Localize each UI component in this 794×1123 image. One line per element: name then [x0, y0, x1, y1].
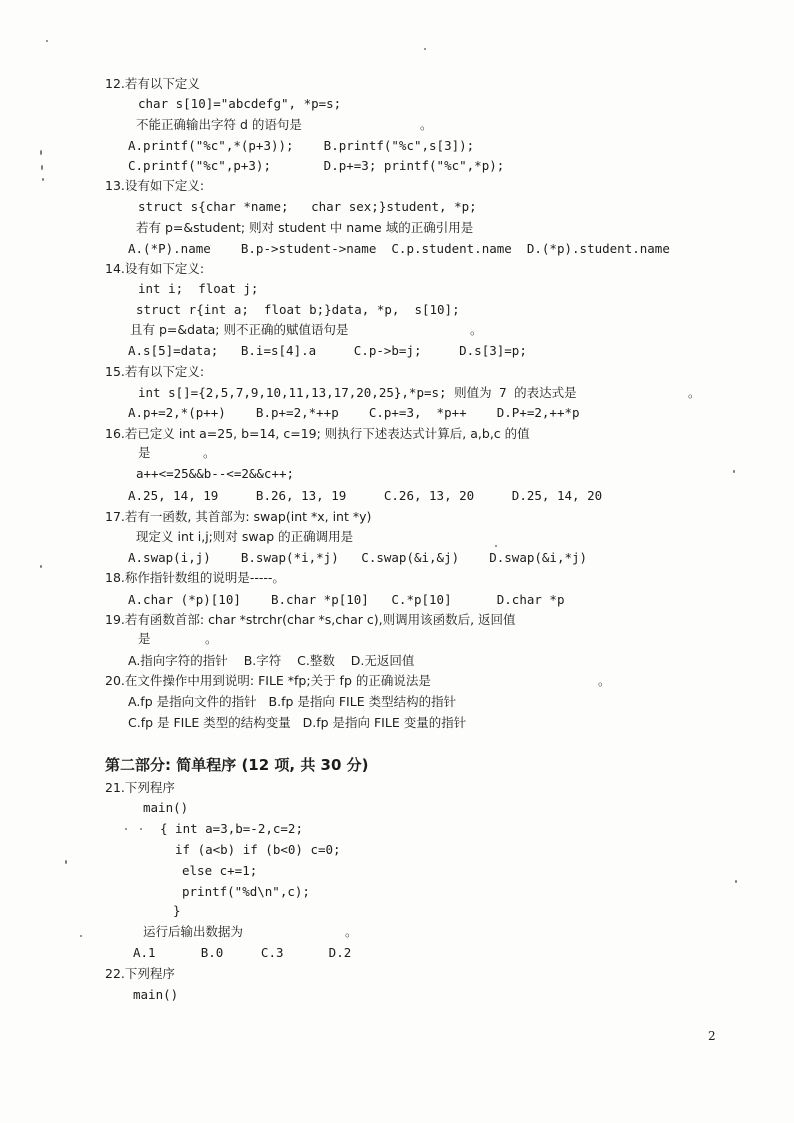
q19-stem: 19.若有函数首部: char *strchr(char *s,char c),则调用该函数后, 返回值	[105, 612, 516, 627]
q20-blank: 。	[598, 673, 611, 688]
q20-options-2: C.fp 是 FILE 类型的结构变量 D.fp 是指向 FILE 变量的指针	[128, 715, 467, 730]
scan-speck	[80, 935, 82, 937]
q15-stem: 15.若有以下定义:	[105, 364, 205, 379]
scan-speck	[41, 165, 43, 170]
scan-speck	[42, 178, 44, 181]
q19-blank: 。	[205, 631, 218, 646]
q15-code: int s[]={2,5,7,9,10,11,13,17,20,25},*p=s; 则值为 7 的表达式是	[138, 385, 577, 400]
q13-options: A.(*P).name B.p->student->name C.p.student.name D.(*p).student.name	[128, 241, 670, 256]
scan-speck	[495, 545, 497, 547]
scan-speck	[40, 150, 42, 155]
scan-speck	[40, 565, 42, 568]
q19-stem-2: 是	[138, 631, 151, 646]
q16-code: a++<=25&&b--<=2&&c++;	[136, 466, 295, 481]
q17-ask: 现定义 int i,j;则对 swap 的正确调用是	[136, 529, 354, 544]
page-number: 2	[708, 1029, 716, 1043]
q12-ask: 不能正确输出字符 d 的语句是	[136, 117, 302, 132]
q22-code: main()	[133, 987, 179, 1002]
q12-code: char s[10]="abcdefg", *p=s;	[138, 96, 342, 111]
q12-options-2: C.printf("%c",p+3); D.p+=3; printf("%c",*p);	[128, 158, 505, 173]
q13-stem: 13.设有如下定义:	[105, 178, 205, 193]
scan-speck	[735, 880, 737, 883]
q15-blank: 。	[688, 385, 701, 400]
q21-ask: 运行后输出数据为	[143, 924, 244, 939]
q21-stem: 21.下列程序	[105, 780, 175, 795]
q14-blank: 。	[470, 322, 483, 337]
q16-options: A.25, 14, 19 B.26, 13, 19 C.26, 13, 20 D.25, 14, 20	[128, 488, 603, 503]
q17-options: A.swap(i,j) B.swap(*i,*j) C.swap(&i,&j) D.swap(&i,*j)	[128, 550, 588, 565]
scan-speck	[140, 828, 142, 830]
q21-code-line: { int a=3,b=-2,c=2;	[160, 821, 303, 836]
q12-blank: 。	[420, 117, 433, 132]
q16-stem-2: 是	[138, 445, 151, 460]
q22-stem: 22.下列程序	[105, 966, 175, 981]
q17-stem: 17.若有一函数, 其首部为: swap(int *x, int *y)	[105, 509, 372, 524]
section2-heading: 第二部分: 简单程序 (12 项, 共 30 分)	[105, 756, 369, 774]
q21-blank: 。	[345, 924, 358, 939]
q13-ask: 若有 p=&student; 则对 student 中 name 域的正确引用是	[136, 220, 474, 235]
q15-options: A.p+=2,*(p++) B.p+=2,*++p C.p+=3, *p++ D.P+=2,++*p	[128, 405, 580, 420]
q14-ask: 且有 p=&data; 则不正确的赋值语句是	[130, 322, 349, 337]
q13-code: struct s{char *name; char sex;}student, *p;	[138, 199, 477, 214]
q19-options: A.指向字符的指针 B.字符 C.整数 D.无返回值	[128, 653, 415, 668]
scan-speck	[733, 470, 735, 473]
q16-blank: 。	[203, 445, 216, 460]
scan-speck	[424, 48, 426, 50]
q21-code-line: if (a<b) if (b<0) c=0;	[175, 842, 341, 857]
q21-code-line: }	[173, 903, 181, 918]
q14-options: A.s[5]=data; B.i=s[4].a C.p->b=j; D.s[3]=p;	[128, 343, 527, 358]
q18-stem: 18.称作指针数组的说明是-----。	[105, 570, 285, 585]
q21-code-line: else c+=1;	[182, 863, 258, 878]
scan-speck	[46, 40, 48, 42]
q20-stem: 20.在文件操作中用到说明: FILE *fp;关于 fp 的正确说法是	[105, 673, 431, 688]
q20-options-1: A.fp 是指向文件的指针 B.fp 是指向 FILE 类型结构的指针	[128, 694, 457, 709]
scan-speck	[125, 828, 127, 830]
q12-options-1: A.printf("%c",*(p+3)); B.printf("%c",s[3]);	[128, 138, 475, 153]
q12-stem: 12.若有以下定义	[105, 76, 200, 91]
q14-code-2: struct r{int a; float b;}data, *p, s[10];	[136, 302, 460, 317]
q16-stem: 16.若已定义 int a=25, b=14, c=19; 则执行下述表达式计算后, a,b,c 的值	[105, 426, 530, 441]
q21-code-line: main()	[143, 800, 189, 815]
scan-speck	[65, 860, 67, 864]
q14-code-1: int i; float j;	[138, 281, 259, 296]
q21-options: A.1 B.0 C.3 D.2	[133, 945, 352, 960]
q14-stem: 14.设有如下定义:	[105, 261, 205, 276]
q18-options: A.char (*p)[10] B.char *p[10] C.*p[10] D.char *p	[128, 592, 565, 607]
q21-code-line: printf("%d\n",c);	[182, 884, 310, 899]
